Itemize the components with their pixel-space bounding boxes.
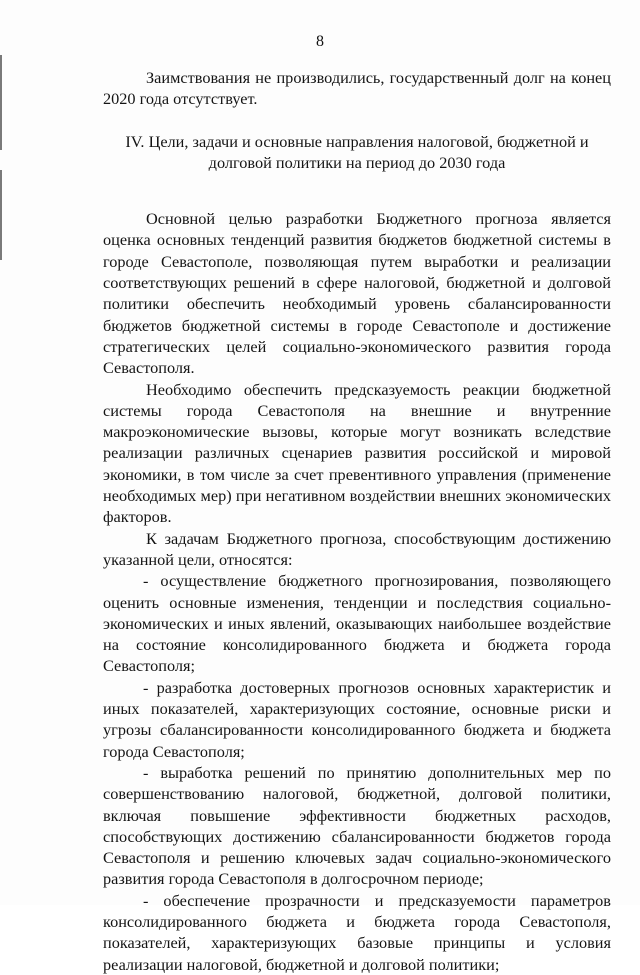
- body-paragraph: Необходимо обеспечить предсказуемость реакции бюджетной системы города Севастополя на внешние и внутренние макроэкономические вызовы, которые могут возникать вследствие реализации различных сценариев развития российской и мировой экономики, в том числе за счет превентивного управления (применение необходимых мер) при негативном воздействии внешних экономических факторов.: [103, 379, 611, 527]
- scan-edge-mark: [0, 170, 2, 260]
- intro-paragraph: Заимствования не производились, государственный долг на конец 2020 года отсутствует.: [103, 68, 611, 109]
- body-paragraph: Основной целью разработки Бюджетного прогноза является оценка основных тенденций развития бюджетов бюджетной системы в городе Севастополе, позволяющая путем выработки и реализации соответствующих решений в сфере налоговой, бюджетной и долговой политики обеспечить необходимый уровень сбалансированности бюджетов бюджетной системы в городе Севастополе и достижение стратегических целей социально-экономического развития города Севастополя.: [103, 209, 611, 378]
- list-item: - выработка решений по принятию дополнительных мер по совершенствованию налоговой, бюджетной, долговой политики, включая повышение эффективности бюджетных расходов, способствующих достижению сбалансированности бюджетов города Севастополя и решению ключевых задач социально-экономического развития города Севастополя в долгосрочном периоде;: [103, 762, 611, 889]
- document-body: [103, 67, 611, 975]
- list-item: - осуществление бюджетного прогнозирования, позволяющего оценить основные изменения, тенденции и последствия социально-экономических и иных явлений, оказывающих наибольшее воздействие на состояние консолидированного бюджета и бюджета города Севастополя;: [103, 571, 611, 676]
- scan-edge-mark: [0, 55, 2, 150]
- page-number: 8: [316, 33, 324, 50]
- section-heading: IV. Цели, задачи и основные направления налоговой, бюджетной и долговой политики на период до 2030 года: [125, 131, 589, 172]
- list-item: - разработка достоверных прогнозов основных характеристик и иных показателей, характеризующих состояние, основные риски и угрозы сбалансированности консолидированного бюджета и бюджета города Севастополя;: [103, 677, 611, 761]
- list-item: - обеспечение прозрачности и предсказуемости параметров консолидированного бюджета и бюджета города Севастополя, показателей, характеризующих базовые принципы и условия реализации налоговой, бюджетной и долговой политики;: [103, 890, 611, 974]
- body-paragraph: К задачам Бюджетного прогноза, способствующим достижению указанной цели, относятся:: [103, 528, 611, 569]
